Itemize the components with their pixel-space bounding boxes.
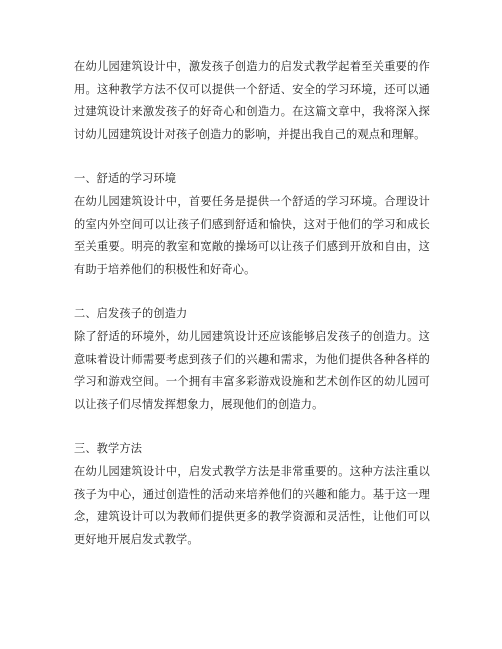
document-body [74, 56, 430, 551]
paragraph-gap [74, 146, 430, 168]
section-heading-teaching-method: 三、教学方法 [74, 442, 143, 456]
section-body-inspire-creativity: 除了舒适的环境外，幼儿园建筑设计还应该能够启发孩子的创造力。这意味着设计师需要考虑到孩子们的兴趣和需求，为他们提供各种各样的学习和游戏空间。一个拥有丰富多彩游戏设施和艺术创作区的幼儿园可以让孩子们尽情发挥想象力，展现他们的创造力。 [74, 329, 430, 411]
intro-paragraph: 在幼儿园建筑设计中，激发孩子创造力的启发式教学起着至关重要的作用。这种教学方法不仅可以提供一个舒适、安全的学习环境，还可以通过建筑设计来激发孩子的好奇心和创造力。在这篇文章中，我将深入探讨幼儿园建筑设计对孩子创造力的影响，并提出我自己的观点和理解。 [74, 60, 430, 141]
section-body-teaching-method: 在幼儿园建筑设计中，启发式教学方法是非常重要的。这种方法注重以孩子为中心，通过创造性的活动来培养他们的兴趣和能力。基于这一理念，建筑设计可以为教师们提供更多的教学资源和灵活性，让他们可以更好地开展启发式教学。 [74, 464, 430, 546]
section-body-comfortable-environment: 在幼儿园建筑设计中，首要任务是提供一个舒适的学习环境。合理设计的室内外空间可以让孩子们感到舒适和愉快，这对于他们的学习和成长至关重要。明亮的教室和宽敞的操场可以让孩子们感到开放和自由，这有助于培养他们的积极性和好奇心。 [74, 194, 430, 276]
section-heading-comfortable-environment: 一、舒适的学习环境 [74, 172, 177, 186]
paragraph-gap [74, 281, 430, 303]
paragraph-gap [74, 416, 430, 438]
section-heading-inspire-creativity: 二、启发孩子的创造力 [74, 307, 188, 321]
